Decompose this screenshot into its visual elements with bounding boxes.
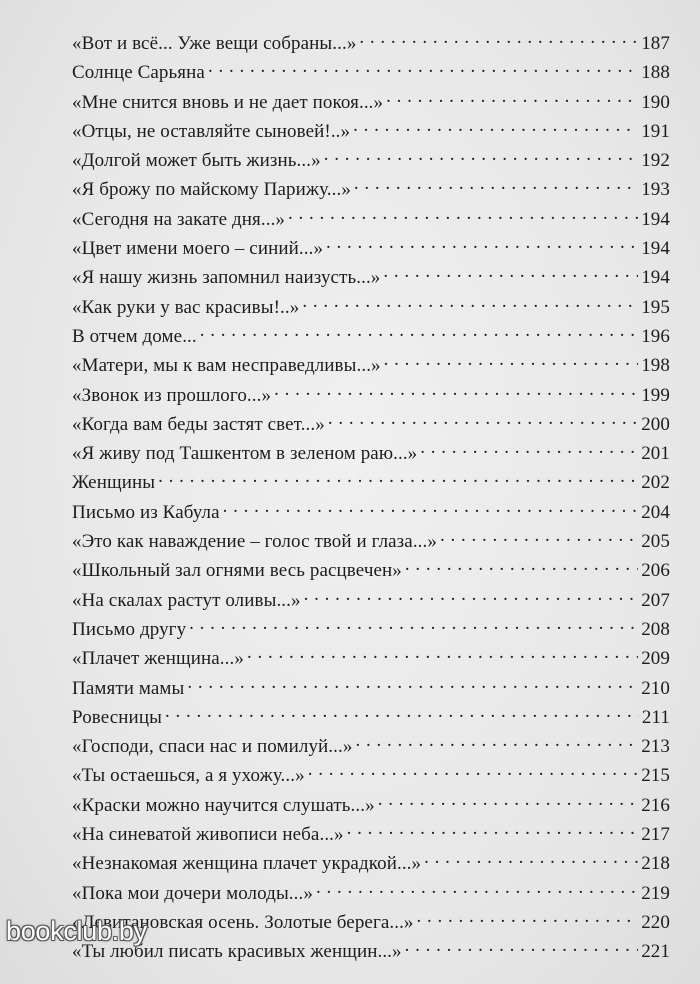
toc-entry-page-number: 205 <box>641 531 670 553</box>
toc-entry-page-number: 209 <box>641 648 670 670</box>
toc-entry-title: «Как руки у вас красивы!..» <box>72 296 300 318</box>
toc-entry-page-number: 194 <box>641 238 670 260</box>
dot-leader <box>384 352 639 371</box>
dot-leader <box>417 909 639 928</box>
dot-leader <box>200 323 638 342</box>
toc-entry-page-number: 218 <box>641 853 670 875</box>
toc-entry-page-number: 198 <box>641 355 670 377</box>
toc-entry-page-number: 192 <box>641 150 670 172</box>
toc-entry-title: «Когда вам беды застят свет...» <box>72 413 325 435</box>
toc-entry <box>72 792 670 821</box>
toc-entry <box>72 938 670 967</box>
dot-leader <box>187 675 638 694</box>
toc-entry-title: «Матери, мы к вам несправедливы...» <box>72 355 381 377</box>
dot-leader <box>378 792 638 811</box>
toc-entry <box>72 499 670 528</box>
toc-entry-page-number: 187 <box>641 33 670 54</box>
dot-leader <box>424 850 638 869</box>
toc-entry-page-number: 219 <box>641 882 670 904</box>
toc-entry <box>72 557 670 586</box>
toc-entry-page-number: 210 <box>641 677 670 699</box>
toc-entry <box>72 294 670 323</box>
table-of-contents <box>72 30 670 968</box>
toc-entry-page-number: 206 <box>641 560 670 582</box>
toc-entry-title: «Ты любил писать красивых женщин...» <box>72 941 402 963</box>
toc-entry-title: Ровесницы <box>72 706 162 728</box>
toc-entry-page-number: 195 <box>641 296 670 318</box>
toc-entry-page-number: 194 <box>641 267 670 289</box>
toc-entry-title: «Цвет имени моего – синий...» <box>72 238 324 260</box>
toc-entry <box>72 528 670 557</box>
dot-leader <box>208 59 638 78</box>
dot-leader <box>324 147 639 166</box>
toc-entry-page-number: 217 <box>641 824 670 846</box>
toc-entry <box>72 30 670 59</box>
toc-entry-title: «Левитановская осень. Золотые берега...» <box>72 911 414 933</box>
dot-leader <box>405 938 639 957</box>
toc-entry-title: «Пока мои дочери молоды...» <box>72 882 313 904</box>
toc-entry-page-number: 202 <box>641 472 670 494</box>
toc-entry <box>72 382 670 411</box>
toc-entry-page-number: 200 <box>641 413 670 435</box>
toc-entry-title: «Мне снится вновь и не дает покоя...» <box>72 91 384 113</box>
toc-entry <box>72 352 670 381</box>
toc-entry <box>72 880 670 909</box>
toc-entry-title: «Школьный зал огнями весь расцвечен» <box>72 560 402 582</box>
dot-leader <box>304 587 639 606</box>
toc-entry <box>72 909 670 938</box>
dot-leader <box>386 89 638 108</box>
toc-entry-title: «Незнакомая женщина плачет украдкой...» <box>72 853 422 875</box>
toc-entry-page-number: 201 <box>641 443 670 465</box>
toc-entry <box>72 206 670 235</box>
toc-entry <box>72 440 670 469</box>
toc-entry <box>72 616 670 645</box>
toc-entry-title: В отчем доме... <box>72 325 197 347</box>
toc-entry <box>72 762 670 791</box>
toc-entry-title: Памяти мамы <box>72 677 185 699</box>
dot-leader <box>288 206 638 225</box>
dot-leader <box>165 704 639 723</box>
dot-leader <box>247 645 638 664</box>
toc-entry <box>72 645 670 674</box>
dot-leader <box>405 557 638 576</box>
toc-entry <box>72 235 670 264</box>
dot-leader <box>189 616 638 635</box>
toc-entry-page-number: 216 <box>641 794 670 816</box>
toc-entry-title: «Отцы, не оставляйте сыновей!..» <box>72 120 351 142</box>
toc-entry-page-number: 196 <box>641 325 670 347</box>
toc-entry-page-number: 208 <box>641 618 670 640</box>
toc-entry-page-number: 204 <box>641 501 670 523</box>
toc-entry-title: Женщины <box>72 472 156 494</box>
toc-entry <box>72 675 670 704</box>
dot-leader <box>326 235 638 254</box>
toc-entry <box>72 850 670 879</box>
dot-leader <box>354 176 638 195</box>
toc-entry-page-number: 220 <box>641 911 670 933</box>
toc-entry-title: «Ты остаешься, а я ухожу...» <box>72 765 305 787</box>
toc-entry <box>72 176 670 205</box>
toc-entry <box>72 733 670 762</box>
dot-leader <box>420 440 638 459</box>
toc-entry <box>72 323 670 352</box>
toc-entry-title: Письмо из Кабула <box>72 501 220 523</box>
dot-leader <box>353 118 638 137</box>
toc-entry <box>72 411 670 440</box>
toc-entry-page-number: 215 <box>641 765 670 787</box>
watermark: bookclub.by <box>6 916 147 946</box>
toc-entry-title: «Вот и всё... Уже вещи собраны...» <box>72 33 357 54</box>
toc-entry-title: «На скалах растут оливы...» <box>72 589 301 611</box>
dot-leader <box>316 880 638 899</box>
dot-leader <box>347 821 639 840</box>
toc-entry-title: Письмо другу <box>72 618 187 640</box>
toc-entry-page-number: 213 <box>641 736 670 758</box>
dot-leader <box>223 499 639 518</box>
dot-leader <box>308 762 638 781</box>
toc-entry-page-number: 199 <box>641 384 670 406</box>
toc-entry-page-number: 190 <box>641 91 670 113</box>
toc-entry-page-number: 211 <box>641 706 670 728</box>
toc-entry-title: «Я живу под Ташкентом в зеленом раю...» <box>72 443 418 465</box>
toc-entry-page-number: 191 <box>641 120 670 142</box>
toc-entry-title: «Это как наваждение – голос твой и глаза...» <box>72 531 437 553</box>
toc-entry-page-number: 188 <box>641 62 670 84</box>
toc-entry-page-number: 194 <box>641 208 670 230</box>
toc-entry-page-number: 193 <box>641 179 670 201</box>
toc-entry-title: «На синеватой живописи неба...» <box>72 824 344 846</box>
dot-leader <box>383 264 638 283</box>
toc-entry <box>72 587 670 616</box>
dot-leader <box>158 469 638 488</box>
toc-entry <box>72 147 670 176</box>
dot-leader <box>355 733 638 752</box>
toc-entry-title: «Краски можно научится слушать...» <box>72 794 375 816</box>
toc-entry <box>72 59 670 88</box>
toc-entry-title: «Звонок из прошлого...» <box>72 384 272 406</box>
toc-entry-page-number: 221 <box>641 941 670 963</box>
toc-entry <box>72 89 670 118</box>
toc-entry-title: «Я нашу жизнь запомнил наизусть...» <box>72 267 381 289</box>
toc-entry-title: «Плачет женщина...» <box>72 648 244 670</box>
toc-entry-title: «Господи, спаси нас и помилуй...» <box>72 736 353 758</box>
dot-leader <box>302 294 638 313</box>
toc-entry-title: «Долгой может быть жизнь...» <box>72 150 321 172</box>
toc-entry <box>72 821 670 850</box>
dot-leader <box>328 411 638 430</box>
toc-entry <box>72 118 670 147</box>
toc-entry <box>72 264 670 293</box>
toc-entry <box>72 704 670 733</box>
toc-entry <box>72 469 670 498</box>
toc-entry-title: «Я брожу по майскому Парижу...» <box>72 179 351 201</box>
toc-entry-page-number: 207 <box>641 589 670 611</box>
toc-entry-title: Солнце Сарьяна <box>72 62 205 84</box>
dot-leader <box>440 528 638 547</box>
dot-leader <box>359 30 638 49</box>
toc-entry-title: «Сегодня на закате дня...» <box>72 208 286 230</box>
dot-leader <box>274 382 638 401</box>
